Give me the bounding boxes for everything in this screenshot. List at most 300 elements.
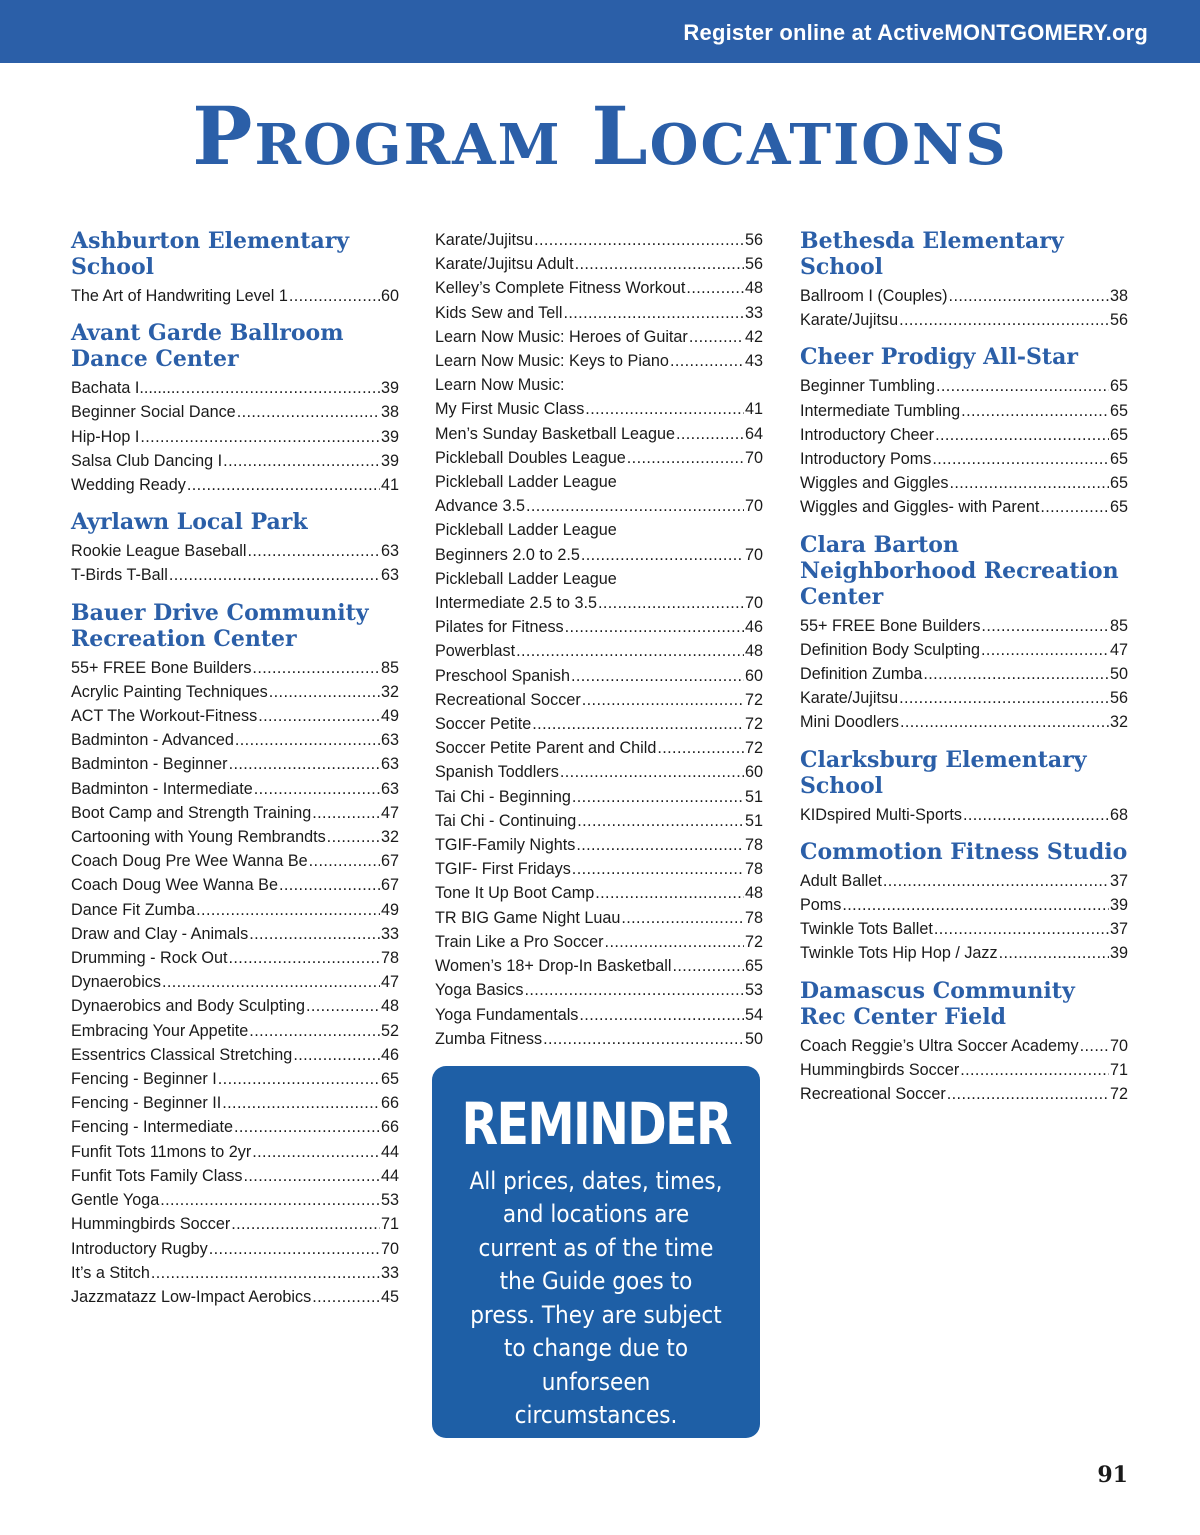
program-name: Definition Body Sculpting: [800, 640, 980, 659]
program-name: Beginners 2.0 to 2.5: [435, 545, 580, 564]
list-item: [800, 495, 1128, 519]
list-item: [71, 1188, 399, 1212]
dot-leader: [934, 917, 1109, 941]
column-left: [71, 228, 399, 1321]
list-item: [435, 639, 763, 663]
list-item: [435, 906, 763, 930]
dot-leader: [249, 922, 380, 946]
list-item: [435, 1003, 763, 1027]
dot-leader: [532, 712, 744, 736]
page-ref: 78: [380, 949, 399, 968]
list-item: [800, 662, 1128, 686]
list-item: [435, 664, 763, 688]
list-item: [71, 752, 399, 776]
dot-leader: [673, 954, 744, 978]
dot-leader: [1080, 1034, 1109, 1058]
list-item: [71, 1261, 399, 1285]
page-ref: 37: [1109, 920, 1128, 939]
dot-leader: [947, 1082, 1109, 1106]
dot-leader: [229, 946, 380, 970]
dot-leader: [963, 803, 1109, 827]
page-ref: 41: [744, 400, 763, 419]
dot-leader: [565, 615, 744, 639]
program-name: Yoga Fundamentals: [435, 1005, 579, 1024]
program-name: Badminton - Advanced: [71, 731, 234, 750]
program-name: T-Birds T-Ball: [71, 566, 168, 585]
dot-leader: [327, 825, 380, 849]
page-ref: 70: [744, 594, 763, 613]
program-name: Hip-Hop I: [71, 427, 140, 446]
program-name: Recreational Soccer: [800, 1085, 946, 1104]
page-ref: 56: [744, 231, 763, 249]
dot-leader: [572, 785, 744, 809]
dot-leader: [151, 1261, 380, 1285]
program-name: Wiggles and Giggles: [800, 474, 949, 493]
list-item: [71, 1237, 399, 1261]
dot-leader: [581, 543, 744, 567]
location-section: [71, 509, 399, 587]
program-name: Learn Now Music: Keys to Piano: [435, 352, 669, 371]
dot-leader: [534, 228, 744, 252]
list-item: [800, 447, 1128, 471]
program-name: Karate/Jujitsu Adult: [435, 255, 574, 274]
list-item: [71, 680, 399, 704]
page-ref: 65: [1109, 498, 1128, 517]
location-section: [71, 320, 399, 497]
dot-leader: [627, 446, 744, 470]
list-item: [71, 873, 399, 897]
program-name: Bachata I.........: [71, 379, 180, 398]
list-item: [435, 373, 763, 397]
list-item: [800, 423, 1128, 447]
page-ref: 65: [1109, 474, 1128, 493]
dot-leader: [689, 325, 744, 349]
list-item: [71, 704, 399, 728]
location-section: [71, 600, 399, 1309]
page-ref: 46: [380, 1045, 399, 1064]
program-name: ACT The Workout-Fitness: [71, 707, 258, 726]
list-item: [71, 1285, 399, 1309]
page-ref: 65: [1109, 377, 1128, 396]
dot-leader: [258, 704, 380, 728]
list-item: [435, 1027, 763, 1051]
program-name: Kelley’s Complete Fitness Workout: [435, 279, 686, 298]
dot-leader: [676, 422, 744, 446]
location-section: [800, 978, 1128, 1107]
dot-leader: [932, 447, 1109, 471]
reminder-box: [432, 1066, 760, 1438]
location-heading: Clara Barton Neighborhood Recreation Center: [800, 531, 1119, 610]
dot-leader: [237, 400, 380, 424]
program-name: Twinkle Tots Ballet: [800, 920, 933, 939]
list-item: [71, 1043, 399, 1067]
page-ref: 33: [744, 303, 763, 322]
list-item: [435, 470, 763, 494]
location-section: [800, 532, 1128, 735]
dot-leader: [181, 376, 380, 400]
page-ref: 39: [1109, 896, 1128, 915]
program-name: Drumming - Rock Out: [71, 949, 228, 968]
page-ref: 70: [380, 1239, 399, 1258]
list-item: [800, 1058, 1128, 1082]
list-item: [435, 615, 763, 639]
dot-leader: [563, 301, 744, 325]
program-name: Hummingbirds Soccer: [800, 1060, 960, 1079]
list-item: [800, 399, 1128, 423]
location-heading: Bethesda Elementary School: [800, 228, 1064, 280]
list-item: [800, 374, 1128, 398]
program-name: KIDspired Multi-Sports: [800, 805, 962, 824]
program-name: Funfit Tots 11mons to 2yr: [71, 1142, 252, 1161]
dot-leader: [598, 591, 744, 615]
list-item: [435, 809, 763, 833]
program-name: Coach Doug Wee Wanna Be: [71, 876, 278, 895]
page-ref: 85: [1109, 616, 1128, 635]
dot-leader: [244, 1164, 380, 1188]
page-ref: 44: [380, 1142, 399, 1161]
dot-leader: [981, 638, 1109, 662]
dot-leader: [543, 1027, 744, 1051]
list-item: [435, 567, 763, 591]
program-name: Wedding Ready: [71, 476, 186, 495]
page-ref: 47: [380, 973, 399, 992]
page-ref: 60: [744, 666, 763, 685]
program-name: Soccer Petite Parent and Child: [435, 739, 657, 758]
list-item: [435, 930, 763, 954]
page-ref: 47: [380, 803, 399, 822]
page-ref: 39: [1109, 944, 1128, 963]
program-name: Kids Sew and Tell: [435, 303, 563, 322]
location-section: [800, 228, 1128, 332]
dot-leader: [1040, 495, 1109, 519]
page-ref: 68: [1109, 805, 1128, 824]
page-ref: 52: [380, 1021, 399, 1040]
list-item: [435, 857, 763, 881]
list-item: [800, 638, 1128, 662]
program-name: Fencing - Intermediate: [71, 1118, 233, 1137]
page-ref: 72: [744, 932, 763, 951]
page-ref: 39: [380, 379, 399, 398]
list-item: [435, 954, 763, 978]
register-link[interactable]: Register online at ActiveMONTGOMERY.org: [683, 20, 1148, 45]
list-item: [71, 425, 399, 449]
page-ref: 38: [1109, 287, 1128, 305]
list-item: [71, 946, 399, 970]
dot-leader: [981, 614, 1109, 638]
program-name: TGIF-Family Nights: [435, 836, 576, 855]
program-name: Learn Now Music:: [435, 376, 565, 395]
list-item: [435, 276, 763, 300]
page-ref: 46: [744, 618, 763, 637]
list-item: [800, 917, 1128, 941]
dot-leader: [899, 686, 1109, 710]
program-name: Dynaerobics and Body Sculpting: [71, 997, 305, 1016]
list-item: [435, 446, 763, 470]
dot-leader: [670, 349, 744, 373]
program-name: Tai Chi - Continuing: [435, 811, 577, 830]
page-ref: 71: [1109, 1060, 1128, 1079]
dot-leader: [222, 1091, 380, 1115]
list-item: [71, 656, 399, 680]
program-name: Train Like a Pro Soccer: [435, 932, 604, 951]
list-item: [800, 614, 1128, 638]
location-heading: Bauer Drive Community Recreation Center: [71, 599, 369, 652]
page-ref: 65: [380, 1070, 399, 1089]
page-ref: 65: [744, 957, 763, 976]
page-ref: 32: [380, 682, 399, 701]
page-ref: 66: [380, 1118, 399, 1137]
program-name: Intermediate Tumbling: [800, 401, 961, 420]
page-ref: 45: [380, 1287, 399, 1306]
dot-leader: [576, 833, 744, 857]
program-name: Tai Chi - Beginning: [435, 787, 571, 806]
program-name: Intermediate 2.5 to 3.5: [435, 594, 597, 613]
page-ref: 70: [744, 448, 763, 467]
dot-leader: [577, 809, 744, 833]
page-ref: 63: [380, 542, 399, 561]
list-item: [71, 922, 399, 946]
dot-leader: [579, 1003, 744, 1027]
program-name: My First Music Class: [435, 400, 585, 419]
location-heading: Ayrlawn Local Park: [71, 509, 308, 536]
page-ref: 66: [380, 1094, 399, 1113]
page-ref: 65: [1109, 425, 1128, 444]
program-name: Badminton - Intermediate: [71, 779, 253, 798]
dot-leader: [231, 1212, 380, 1236]
page-ref: 70: [1109, 1036, 1128, 1055]
list-item: [71, 898, 399, 922]
program-name: Draw and Clay - Animals: [71, 924, 249, 943]
dot-leader: [248, 539, 380, 563]
dot-leader: [516, 639, 744, 663]
list-item: [435, 688, 763, 712]
program-name: Boot Camp and Strength Training: [71, 803, 312, 822]
list-item: [800, 893, 1128, 917]
page-ref: 37: [1109, 871, 1128, 890]
dot-leader: [571, 664, 744, 688]
list-item: [800, 710, 1128, 734]
program-name: Men’s Sunday Basketball League: [435, 424, 675, 443]
dot-leader: [999, 941, 1109, 965]
dot-leader: [209, 1237, 380, 1261]
page-ref: 72: [744, 715, 763, 734]
page-ref: 33: [380, 924, 399, 943]
page-ref: 42: [744, 327, 763, 346]
list-item: [435, 760, 763, 784]
program-name: Women’s 18+ Drop-In Basketball: [435, 957, 672, 976]
dot-leader: [605, 930, 744, 954]
list-item: [435, 397, 763, 421]
page-ref: 49: [380, 900, 399, 919]
dot-leader: [899, 308, 1109, 332]
page-title: Program Locations: [192, 89, 1008, 183]
program-name: Spanish Toddlers: [435, 763, 559, 782]
page-ref: 63: [380, 566, 399, 585]
location-section: [71, 228, 399, 308]
program-name: Pilates for Fitness: [435, 618, 564, 637]
location-heading: Damascus Community Rec Center Field: [800, 977, 1075, 1030]
location-section: [800, 344, 1128, 519]
dot-leader: [657, 736, 744, 760]
reminder-text: All prices, dates, times, and locations are current as of the time the Guide goes to press. They are subject to change due to unforseen circumstances.: [469, 1166, 723, 1430]
list-item: [71, 400, 399, 424]
list-item: [71, 849, 399, 873]
dot-leader: [526, 494, 744, 518]
program-name: Twinkle Tots Hip Hop / Jazz: [800, 944, 998, 963]
page-ref: 60: [744, 763, 763, 782]
page-ref: 38: [380, 403, 399, 422]
list-item: [71, 1212, 399, 1236]
dot-leader: [595, 881, 744, 905]
program-name: 55+ FREE Bone Builders: [800, 616, 981, 635]
program-name: Powerblast: [435, 642, 516, 661]
program-name: Learn Now Music: Heroes of Guitar: [435, 327, 688, 346]
program-name: Salsa Club Dancing I: [71, 451, 223, 470]
page-ref: 71: [380, 1215, 399, 1234]
program-name: Rookie League Baseball: [71, 542, 247, 561]
list-item: [71, 539, 399, 563]
dot-leader: [842, 893, 1109, 917]
program-name: Acrylic Painting Techniques: [71, 682, 268, 701]
dot-leader: [949, 471, 1109, 495]
dot-leader: [312, 1285, 380, 1309]
list-item: [435, 978, 763, 1002]
page-ref: 44: [380, 1166, 399, 1185]
program-name: Beginner Social Dance: [71, 403, 236, 422]
program-name: Jazzmatazz Low-Impact Aerobics: [71, 1287, 312, 1306]
list-item: [71, 376, 399, 400]
dot-leader: [883, 869, 1109, 893]
page-ref: 64: [744, 424, 763, 443]
program-name: Mini Doodlers: [800, 713, 899, 732]
list-item: [435, 228, 763, 252]
list-item: [71, 449, 399, 473]
list-item: [435, 881, 763, 905]
page-ref: 48: [744, 884, 763, 903]
list-item: [71, 825, 399, 849]
list-item: [435, 518, 763, 542]
list-item: [71, 801, 399, 825]
program-name: Karate/Jujitsu: [800, 689, 899, 708]
dot-leader: [279, 873, 380, 897]
page-ref: 43: [744, 352, 763, 371]
dot-leader: [572, 857, 744, 881]
program-name: Advance 3.5: [435, 497, 525, 516]
list-item: [435, 712, 763, 736]
list-item: [71, 1019, 399, 1043]
list-item: [800, 1082, 1128, 1106]
dot-leader: [229, 752, 380, 776]
dot-leader: [254, 777, 380, 801]
dot-leader: [249, 1019, 380, 1043]
dot-leader: [293, 1043, 380, 1067]
program-name: TR BIG Game Night Luau: [435, 908, 621, 927]
program-name: Dance Fit Zumba: [71, 900, 196, 919]
page-ref: 53: [744, 981, 763, 1000]
page-ref: 72: [744, 690, 763, 709]
page-ref: 63: [380, 755, 399, 774]
page-ref: 63: [380, 779, 399, 798]
page-ref: 51: [744, 787, 763, 806]
page-ref: 51: [744, 811, 763, 830]
location-heading: Cheer Prodigy All-Star: [800, 344, 1078, 371]
page-ref: 39: [380, 451, 399, 470]
list-item: [71, 1115, 399, 1139]
program-name: Funfit Tots Family Class: [71, 1166, 243, 1185]
page-ref: 56: [1109, 311, 1128, 330]
list-item: [71, 473, 399, 497]
header-bar: [0, 0, 1200, 63]
program-name: Poms: [800, 896, 842, 915]
list-item: [71, 1091, 399, 1115]
program-name: Adult Ballet: [800, 871, 882, 890]
location-section: [800, 839, 1128, 966]
page-ref: 78: [744, 860, 763, 879]
page-ref: 72: [1109, 1085, 1128, 1104]
page-ref: 50: [1109, 665, 1128, 684]
dot-leader: [949, 284, 1109, 308]
list-item: [71, 994, 399, 1018]
dot-leader: [309, 849, 380, 873]
dot-leader: [234, 1115, 380, 1139]
dot-leader: [621, 906, 744, 930]
dot-leader: [162, 970, 380, 994]
dot-leader: [585, 397, 744, 421]
column-right: [800, 228, 1128, 1118]
page-ref: 78: [744, 836, 763, 855]
list-item: [71, 1140, 399, 1164]
list-item: [800, 686, 1128, 710]
program-name: Hummingbirds Soccer: [71, 1215, 231, 1234]
page-ref: 48: [380, 997, 399, 1016]
program-name: Introductory Poms: [800, 450, 932, 469]
list-item: [435, 494, 763, 518]
program-name: Pickleball Ladder League: [435, 521, 617, 540]
program-name: Zumba Fitness: [435, 1029, 543, 1048]
page-ref: 65: [1109, 401, 1128, 420]
dot-leader: [252, 1140, 380, 1164]
dot-leader: [289, 284, 380, 308]
program-name: Coach Doug Pre Wee Wanna Be: [71, 852, 308, 871]
dot-leader: [196, 898, 380, 922]
list-item: [435, 591, 763, 615]
dot-leader: [936, 374, 1109, 398]
dot-leader: [575, 252, 744, 276]
program-name: Karate/Jujitsu: [435, 231, 534, 249]
program-name: Beginner Tumbling: [800, 377, 935, 396]
program-name: Pickleball Ladder League: [435, 569, 617, 588]
dot-leader: [235, 728, 380, 752]
location-section: [800, 747, 1128, 827]
program-name: Recreational Soccer: [435, 690, 581, 709]
dot-leader: [223, 449, 380, 473]
dot-leader: [269, 680, 380, 704]
dot-leader: [582, 688, 744, 712]
dot-leader: [140, 425, 380, 449]
dot-leader: [960, 1058, 1109, 1082]
page-ref: 54: [744, 1005, 763, 1024]
page-ref: 60: [380, 287, 399, 305]
column-middle: [435, 228, 763, 1051]
page-ref: 47: [1109, 640, 1128, 659]
list-item: [800, 941, 1128, 965]
program-name: It’s a Stitch: [71, 1263, 150, 1282]
page-ref: 63: [380, 731, 399, 750]
list-item: [71, 728, 399, 752]
program-name: Badminton - Beginner: [71, 755, 228, 774]
list-item: [435, 736, 763, 760]
dot-leader: [187, 473, 380, 497]
